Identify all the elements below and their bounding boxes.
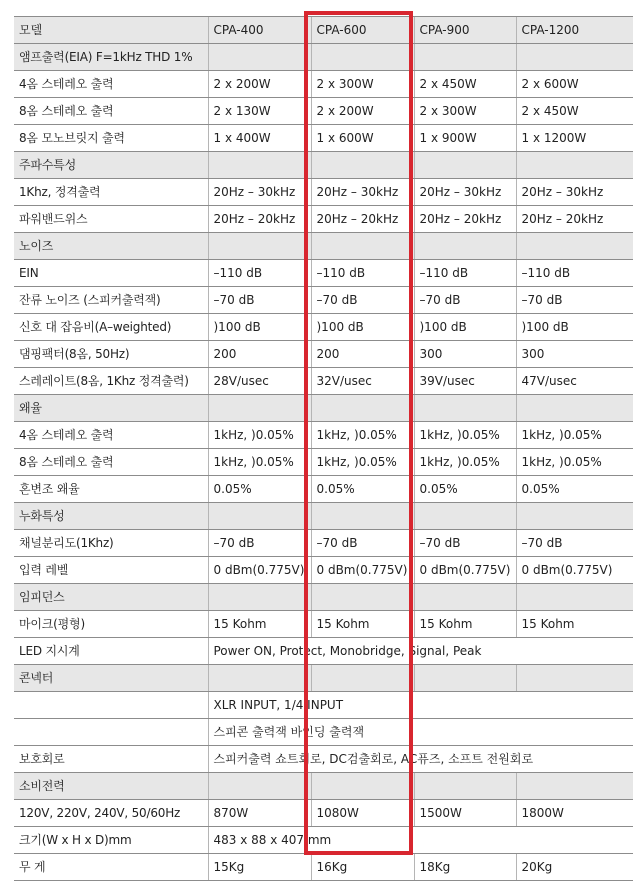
value-cell: 1kHz, )0.05% [414, 449, 516, 476]
value-cell: 1kHz, )0.05% [311, 449, 414, 476]
value-cell: 20Hz – 30kHz [516, 179, 633, 206]
value-cell: 1 x 1200W [516, 125, 633, 152]
row-label: 스레레이트(8옴, 1Khz 정격출력) [14, 368, 208, 395]
section-label: 노이즈 [14, 233, 208, 260]
empty-cell [208, 503, 311, 530]
value-cell: )100 dB [414, 314, 516, 341]
table-row [14, 314, 633, 341]
empty-cell [414, 44, 516, 71]
section-row [14, 503, 633, 530]
value-cell: 0 dBm(0.775V) [311, 557, 414, 584]
value-cell: 20Hz – 20kHz [311, 206, 414, 233]
section-row [14, 152, 633, 179]
value-cell: 20Kg [516, 854, 633, 881]
empty-cell [311, 152, 414, 179]
row-label: 무 게 [14, 854, 208, 881]
value-cell: –70 dB [208, 530, 311, 557]
row-label: 보호회로 [14, 746, 208, 773]
value-cell: 20Hz – 20kHz [208, 206, 311, 233]
row-label: 파워밴드위스 [14, 206, 208, 233]
table-row [14, 125, 633, 152]
spanning-value: 483 x 88 x 407 mm [208, 827, 633, 854]
table-row [14, 692, 633, 719]
row-label: 8옴 모노브릿지 출력 [14, 125, 208, 152]
empty-cell [208, 665, 311, 692]
row-label: 4옴 스테레오 출력 [14, 422, 208, 449]
row-label: EIN [14, 260, 208, 287]
empty-cell [414, 773, 516, 800]
value-cell: 2 x 200W [311, 98, 414, 125]
header-model: 모델 [14, 17, 208, 44]
value-cell: –70 dB [414, 287, 516, 314]
table-row [14, 557, 633, 584]
value-cell: 20Hz – 30kHz [208, 179, 311, 206]
value-cell: –70 dB [311, 530, 414, 557]
value-cell: 15 Kohm [414, 611, 516, 638]
row-label: 입력 레벨 [14, 557, 208, 584]
value-cell: )100 dB [516, 314, 633, 341]
section-row [14, 665, 633, 692]
value-cell: 15 Kohm [311, 611, 414, 638]
value-cell: –70 dB [208, 287, 311, 314]
value-cell: 1kHz, )0.05% [208, 422, 311, 449]
empty-cell [516, 44, 633, 71]
empty-cell [311, 773, 414, 800]
value-cell: 39V/usec [414, 368, 516, 395]
empty-cell [311, 44, 414, 71]
value-cell: 2 x 300W [414, 98, 516, 125]
empty-cell [414, 665, 516, 692]
table-row [14, 179, 633, 206]
table-row [14, 638, 633, 665]
value-cell: 0 dBm(0.775V) [516, 557, 633, 584]
section-label: 앰프출력(EIA) F=1kHz THD 1% [14, 44, 208, 71]
empty-cell [516, 503, 633, 530]
value-cell: 0.05% [208, 476, 311, 503]
empty-cell [414, 584, 516, 611]
value-cell: 2 x 300W [311, 71, 414, 98]
value-cell: 0.05% [414, 476, 516, 503]
table-row [14, 206, 633, 233]
section-row [14, 233, 633, 260]
spanning-value: Power ON, Protect, Monobridge, Signal, Peak [208, 638, 633, 665]
empty-cell [516, 152, 633, 179]
table-row [14, 449, 633, 476]
table-row [14, 746, 633, 773]
empty-cell [516, 665, 633, 692]
value-cell: 0.05% [311, 476, 414, 503]
value-cell: 0 dBm(0.775V) [414, 557, 516, 584]
section-row [14, 44, 633, 71]
value-cell: 0 dBm(0.775V) [208, 557, 311, 584]
value-cell: –110 dB [516, 260, 633, 287]
section-label: 주파수특성 [14, 152, 208, 179]
empty-cell [311, 584, 414, 611]
value-cell: 15 Kohm [208, 611, 311, 638]
empty-cell [516, 773, 633, 800]
section-label: 누화특성 [14, 503, 208, 530]
spanning-value: 스피콘 출력잭 바인딩 출력잭 [208, 719, 633, 746]
value-cell: –110 dB [311, 260, 414, 287]
row-label: 댐핑팩터(8옴, 50Hz) [14, 341, 208, 368]
row-label [14, 692, 208, 719]
table-row [14, 827, 633, 854]
row-label: 잔류 노이즈 (스피커출력잭) [14, 287, 208, 314]
value-cell: )100 dB [311, 314, 414, 341]
value-cell: 15 Kohm [516, 611, 633, 638]
value-cell: 47V/usec [516, 368, 633, 395]
table-row [14, 800, 633, 827]
empty-cell [516, 395, 633, 422]
value-cell: 32V/usec [311, 368, 414, 395]
empty-cell [208, 152, 311, 179]
table-row [14, 611, 633, 638]
row-label: 크기(W x H x D)mm [14, 827, 208, 854]
header-model-cpa-1200: CPA-1200 [516, 17, 633, 44]
empty-cell [414, 152, 516, 179]
value-cell: 2 x 600W [516, 71, 633, 98]
empty-cell [414, 503, 516, 530]
value-cell: 1500W [414, 800, 516, 827]
section-label: 왜율 [14, 395, 208, 422]
empty-cell [208, 44, 311, 71]
table-row [14, 854, 633, 881]
table-row [14, 368, 633, 395]
value-cell: 20Hz – 30kHz [311, 179, 414, 206]
value-cell: 20Hz – 30kHz [414, 179, 516, 206]
value-cell: 1kHz, )0.05% [311, 422, 414, 449]
value-cell: 2 x 450W [516, 98, 633, 125]
empty-cell [311, 503, 414, 530]
empty-cell [311, 233, 414, 260]
row-label: 혼변조 왜율 [14, 476, 208, 503]
value-cell: 1800W [516, 800, 633, 827]
row-label: 1Khz, 정격출력 [14, 179, 208, 206]
row-label: 120V, 220V, 240V, 50/60Hz [14, 800, 208, 827]
value-cell: 0.05% [516, 476, 633, 503]
row-label: LED 지시계 [14, 638, 208, 665]
section-label: 소비전력 [14, 773, 208, 800]
table-row [14, 719, 633, 746]
value-cell: 20Hz – 20kHz [516, 206, 633, 233]
table-row [14, 422, 633, 449]
table-row [14, 341, 633, 368]
empty-cell [208, 584, 311, 611]
value-cell: 15Kg [208, 854, 311, 881]
row-label: 8옴 스테레오 출력 [14, 98, 208, 125]
value-cell: 870W [208, 800, 311, 827]
empty-cell [208, 395, 311, 422]
empty-cell [311, 395, 414, 422]
spanning-value: XLR INPUT, 1/4 INPUT [208, 692, 633, 719]
value-cell: 28V/usec [208, 368, 311, 395]
section-row [14, 395, 633, 422]
header-model-cpa-600: CPA-600 [311, 17, 414, 44]
section-label: 콘넥터 [14, 665, 208, 692]
section-label: 임피던스 [14, 584, 208, 611]
table-header-row [14, 17, 633, 44]
value-cell: –70 dB [516, 530, 633, 557]
table-row [14, 98, 633, 125]
value-cell: 18Kg [414, 854, 516, 881]
row-label: 4옴 스테레오 출력 [14, 71, 208, 98]
header-model-cpa-900: CPA-900 [414, 17, 516, 44]
value-cell: –70 dB [311, 287, 414, 314]
value-cell: –110 dB [414, 260, 516, 287]
table-row [14, 260, 633, 287]
value-cell: 300 [414, 341, 516, 368]
value-cell: 1kHz, )0.05% [516, 422, 633, 449]
header-model-cpa-400: CPA-400 [208, 17, 311, 44]
value-cell: 1kHz, )0.05% [516, 449, 633, 476]
table-row [14, 71, 633, 98]
table-row [14, 530, 633, 557]
value-cell: 2 x 130W [208, 98, 311, 125]
row-label: 마이크(평형) [14, 611, 208, 638]
table-row [14, 476, 633, 503]
value-cell: 1kHz, )0.05% [414, 422, 516, 449]
value-cell: 1080W [311, 800, 414, 827]
value-cell: 1 x 400W [208, 125, 311, 152]
empty-cell [414, 233, 516, 260]
empty-cell [208, 773, 311, 800]
empty-cell [311, 665, 414, 692]
spanning-value: 스피커출력 쇼트회로, DC검출회로, AC퓨즈, 소프트 전원회로 [208, 746, 633, 773]
row-label: 채널분리도(1Khz) [14, 530, 208, 557]
row-label [14, 719, 208, 746]
empty-cell [414, 395, 516, 422]
empty-cell [516, 584, 633, 611]
value-cell: 300 [516, 341, 633, 368]
value-cell: 1kHz, )0.05% [208, 449, 311, 476]
section-row [14, 584, 633, 611]
section-row [14, 773, 633, 800]
row-label: 8옴 스테레오 출력 [14, 449, 208, 476]
value-cell: 2 x 200W [208, 71, 311, 98]
value-cell: –70 dB [516, 287, 633, 314]
value-cell: 1 x 600W [311, 125, 414, 152]
empty-cell [516, 233, 633, 260]
value-cell: 2 x 450W [414, 71, 516, 98]
value-cell: 1 x 900W [414, 125, 516, 152]
value-cell: –110 dB [208, 260, 311, 287]
value-cell: 200 [311, 341, 414, 368]
row-label: 신호 대 잡음비(A–weighted) [14, 314, 208, 341]
table-row [14, 287, 633, 314]
value-cell: 16Kg [311, 854, 414, 881]
value-cell: )100 dB [208, 314, 311, 341]
value-cell: 200 [208, 341, 311, 368]
spec-table [14, 16, 633, 881]
empty-cell [208, 233, 311, 260]
value-cell: 20Hz – 20kHz [414, 206, 516, 233]
value-cell: –70 dB [414, 530, 516, 557]
